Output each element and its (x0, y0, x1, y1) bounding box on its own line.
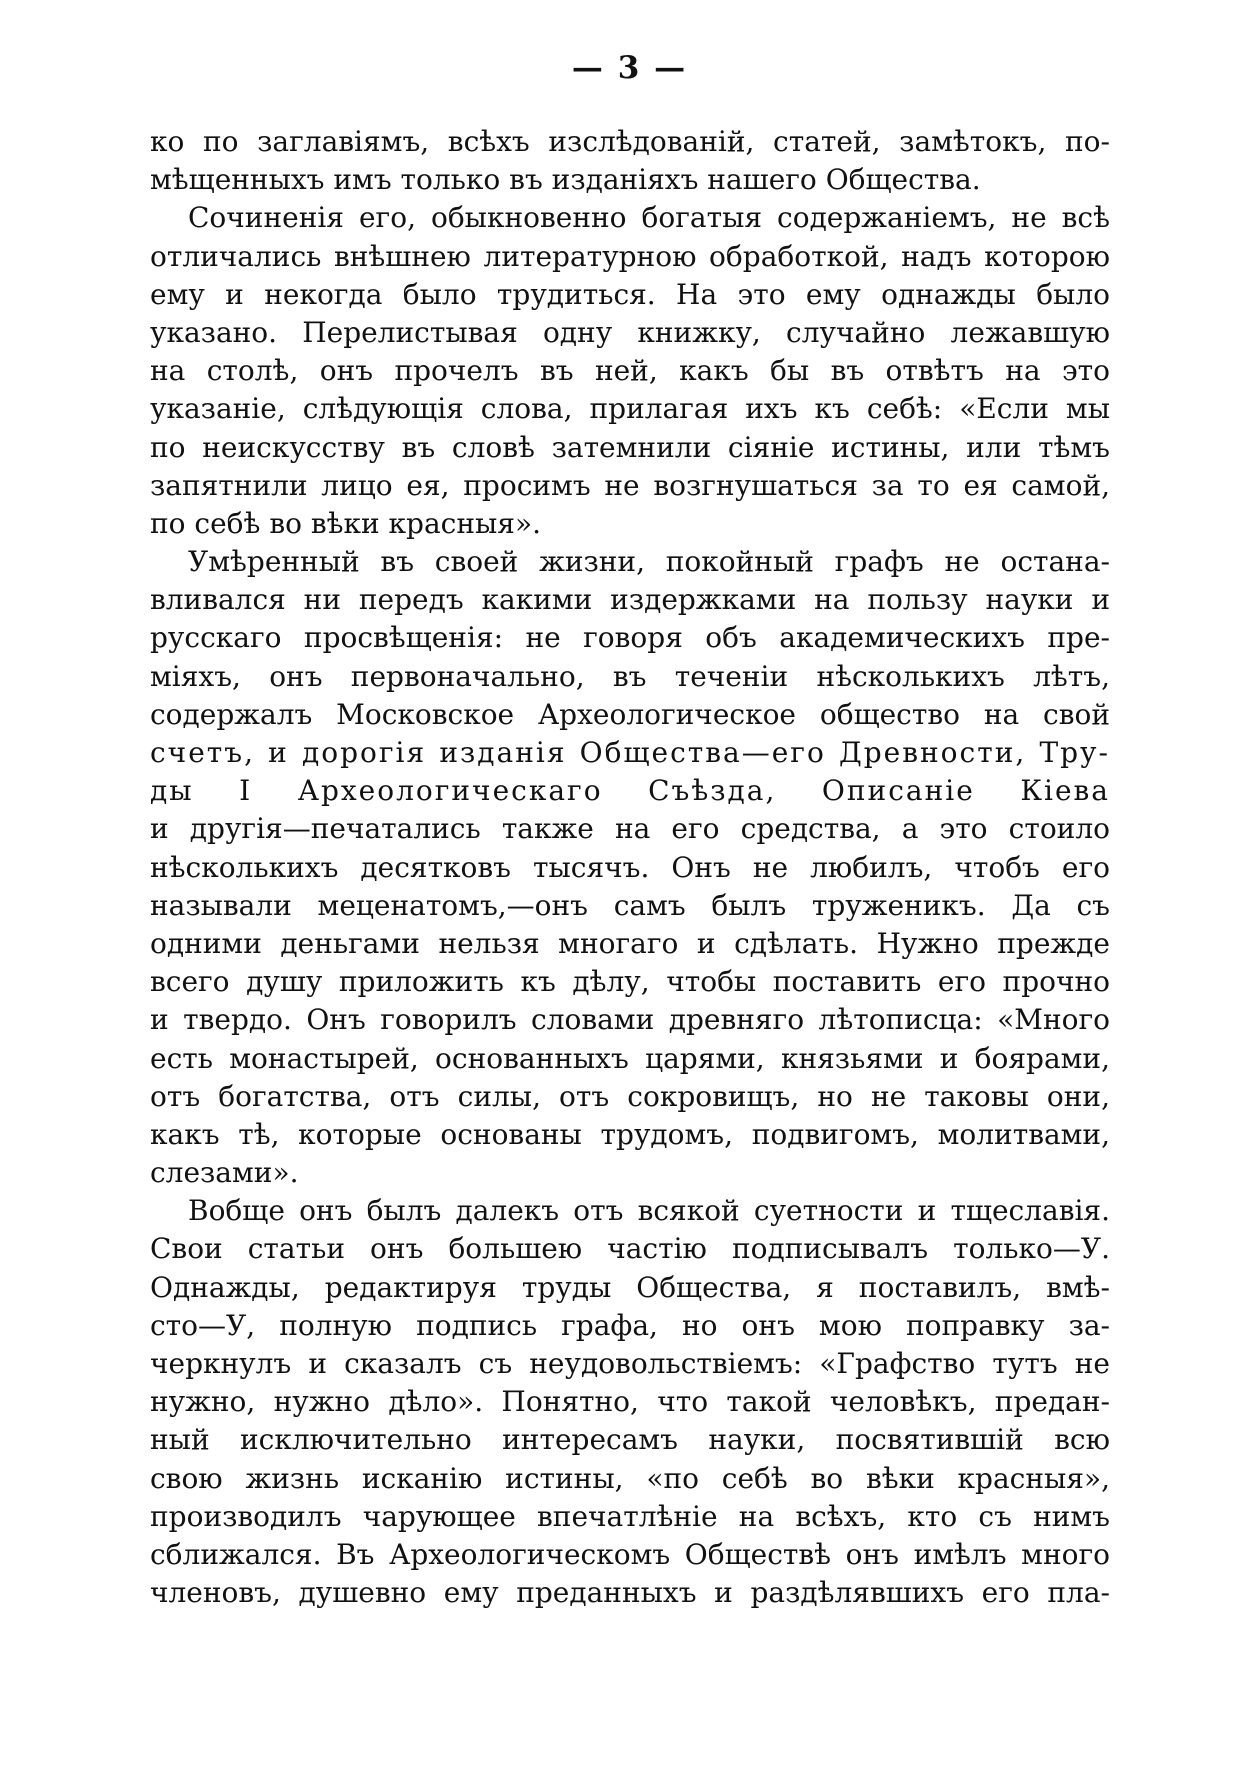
text-line: по себѣ во вѣки красныя». (150, 506, 541, 540)
text-line: называли меценатомъ,—онъ самъ былъ труженикъ. Да съ (150, 888, 1110, 922)
text-line: міяхъ, онъ первоначально, въ теченіи нѣсколькихъ лѣтъ, (150, 659, 1110, 693)
text-line: одними деньгами нельзя многаго и сдѣлать. Нужно прежде (150, 926, 1110, 960)
text-line: ко по заглавіямъ, всѣхъ изслѣдованій, статей, замѣтокъ, по- (150, 125, 1110, 158)
text-line: счетъ, и дорогія изданія Общества—его Древности, Тру- (150, 736, 1110, 769)
text-line: Свои статьи онъ большею частію подписывалъ только—У. (150, 1232, 1110, 1266)
text-line: свою жизнь исканію истины, «по себѣ во вѣки красныя», (150, 1461, 1110, 1495)
text-line: членовъ, душевно ему преданныхъ и раздѣлявшихъ его пла- (150, 1576, 1110, 1610)
text-line: ды I Археологическаго Съѣзда, Описаніе Кіева (150, 774, 1110, 808)
text-line: указаніе, слѣдующія слова, прилагая ихъ къ себѣ: «Если мы (150, 392, 1110, 426)
text-line: всего душу приложить къ дѣлу, чтобы поставить его прочно (150, 965, 1110, 999)
text-line: производилъ чарующее впечатлѣніе на всѣхъ, кто съ нимъ (150, 1499, 1110, 1533)
text-line: сто—У, полную подпись графа, но онъ мою поправку за- (150, 1308, 1110, 1342)
text-line: нужно, нужно дѣло». Понятно, что такой человѣкъ, предан- (150, 1385, 1110, 1419)
paragraph-start-line: Умѣренный въ своей жизни, покойный графъ не остана- (188, 545, 1110, 579)
text-line: содержалъ Московское Археологическое общество на свой (150, 697, 1110, 731)
text-line: вливался ни передъ какими издержками на пользу науки и (150, 583, 1110, 617)
text-line: сближался. Въ Археологическомъ Обществѣ онъ имѣлъ много (150, 1537, 1110, 1571)
text-line: Однажды, редактируя труды Общества, я поставилъ, вмѣ- (150, 1270, 1110, 1304)
paragraph-start-line: Вобще онъ былъ далекъ отъ всякой суетности и тщеславія. (188, 1194, 1110, 1228)
text-line: русскаго просвѣщенія: не говоря объ академическихъ пре- (150, 621, 1110, 655)
text-line: какъ тѣ, которые основаны трудомъ, подвигомъ, молитвами, (150, 1117, 1110, 1151)
text-line: есть монастырей, основанныхъ царями, князьями и боярами, (150, 1041, 1110, 1075)
text-line: ный исключительно интересамъ науки, посвятившій всю (150, 1423, 1110, 1457)
body-text (150, 123, 1110, 1612)
page-number: — 3 — (571, 50, 688, 86)
text-line: отъ богатства, отъ силы, отъ сокровищъ, но не таковы они, (150, 1079, 1110, 1113)
text-line: слезами». (150, 1156, 299, 1190)
text-line: нѣсколькихъ десятковъ тысячъ. Онъ не любилъ, чтобъ его (150, 850, 1110, 884)
text-line: черкнулъ и сказалъ съ неудовольствіемъ: «Графство тутъ не (150, 1347, 1110, 1380)
text-line: отличались внѣшнею литературною обработкой, надъ которою (150, 239, 1110, 273)
text-line: ему и некогда было трудиться. На это ему однажды было (150, 277, 1110, 311)
paragraph-start-line: Сочиненія его, обыкновенно богатыя содержаніемъ, не всѣ (188, 201, 1110, 235)
text-line: и другія—печатались также на его средства, а это стоило (150, 812, 1110, 846)
text-line: мѣщенныхъ имъ только въ изданіяхъ нашего Общества. (150, 163, 981, 197)
text-line: указано. Перелистывая одну книжку, случайно лежавшую (150, 315, 1110, 349)
text-line: и твердо. Онъ говорилъ словами древняго лѣтописца: «Много (150, 1003, 1110, 1037)
text-line: запятнили лицо ея, просимъ не возгнушаться за то ея самой, (150, 468, 1110, 502)
text-line: по неискусству въ словѣ затемнили сіяніе истины, или тѣмъ (150, 430, 1110, 464)
text-line: на столѣ, онъ прочелъ въ ней, какъ бы въ отвѣтъ на это (150, 354, 1110, 388)
